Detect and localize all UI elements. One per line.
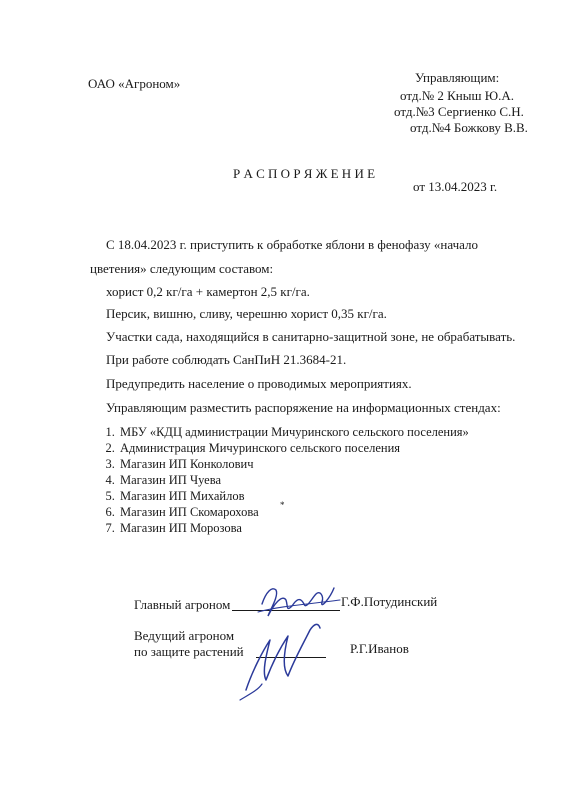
order-paragraph-line-1: С 18.04.2023 г. приступить к обработке яблони в фенофазу «начало <box>106 237 478 252</box>
list-item: 5. Магазин ИП Михайлов <box>118 488 469 504</box>
stray-mark: * <box>280 500 285 510</box>
list-item: 1. МБУ «КДЦ администрации Мичуринского сельского поселения» <box>118 424 469 440</box>
lead-agronomist-name: Р.Г.Иванов <box>350 641 409 656</box>
warning-note: Предупредить население о проводимых мероприятиях. <box>106 376 412 391</box>
lead-agronomist-title-line-1: Ведущий агроном <box>134 628 235 643</box>
list-item: 7. Магазин ИП Морозова <box>118 520 469 536</box>
recipient-1: отд.№ 2 Кныш Ю.А. <box>400 88 514 103</box>
recipients-heading: Управляющим: <box>415 70 500 85</box>
order-paragraph-line-2: цветения» следующим составом: <box>90 261 274 276</box>
document-date: от 13.04.2023 г. <box>413 179 498 194</box>
sanpin-note: При работе соблюдать СанПиН 21.3684-21. <box>106 352 347 367</box>
sanitary-zone-note: Участки сада, находящийся в санитарно-защитной зоне, не обрабатывать. <box>106 329 516 344</box>
chief-agronomist-name: Г.Ф.Потудинский <box>341 594 438 609</box>
chief-agronomist-title: Главный агроном <box>134 597 231 612</box>
fruits-composition: Персик, вишню, сливу, черешню хорист 0,35 кг/га. <box>106 306 387 321</box>
recipient-3: отд.№4 Божкову В.В. <box>410 120 528 135</box>
recipient-2: отд.№3 Сергиенко С.Н. <box>394 104 524 119</box>
list-item: 3. Магазин ИП Конколович <box>118 456 469 472</box>
organization-name: ОАО «Агроном» <box>88 76 181 91</box>
mix-composition: хорист 0,2 кг/га + камертон 2,5 кг/га. <box>106 284 310 299</box>
document-title: Р А С П О Р Я Ж Е Н И Е <box>233 166 376 181</box>
list-item: 2. Администрация Мичуринского сельского поселения <box>118 440 469 456</box>
stands-instruction: Управляющим разместить распоряжение на информационных стендах: <box>106 400 501 415</box>
list-item: 4. Магазин ИП Чуева <box>118 472 469 488</box>
list-item: 6. Магазин ИП Скомарохова <box>118 504 469 520</box>
lead-agronomist-title-line-2: по защите растений <box>134 644 244 659</box>
